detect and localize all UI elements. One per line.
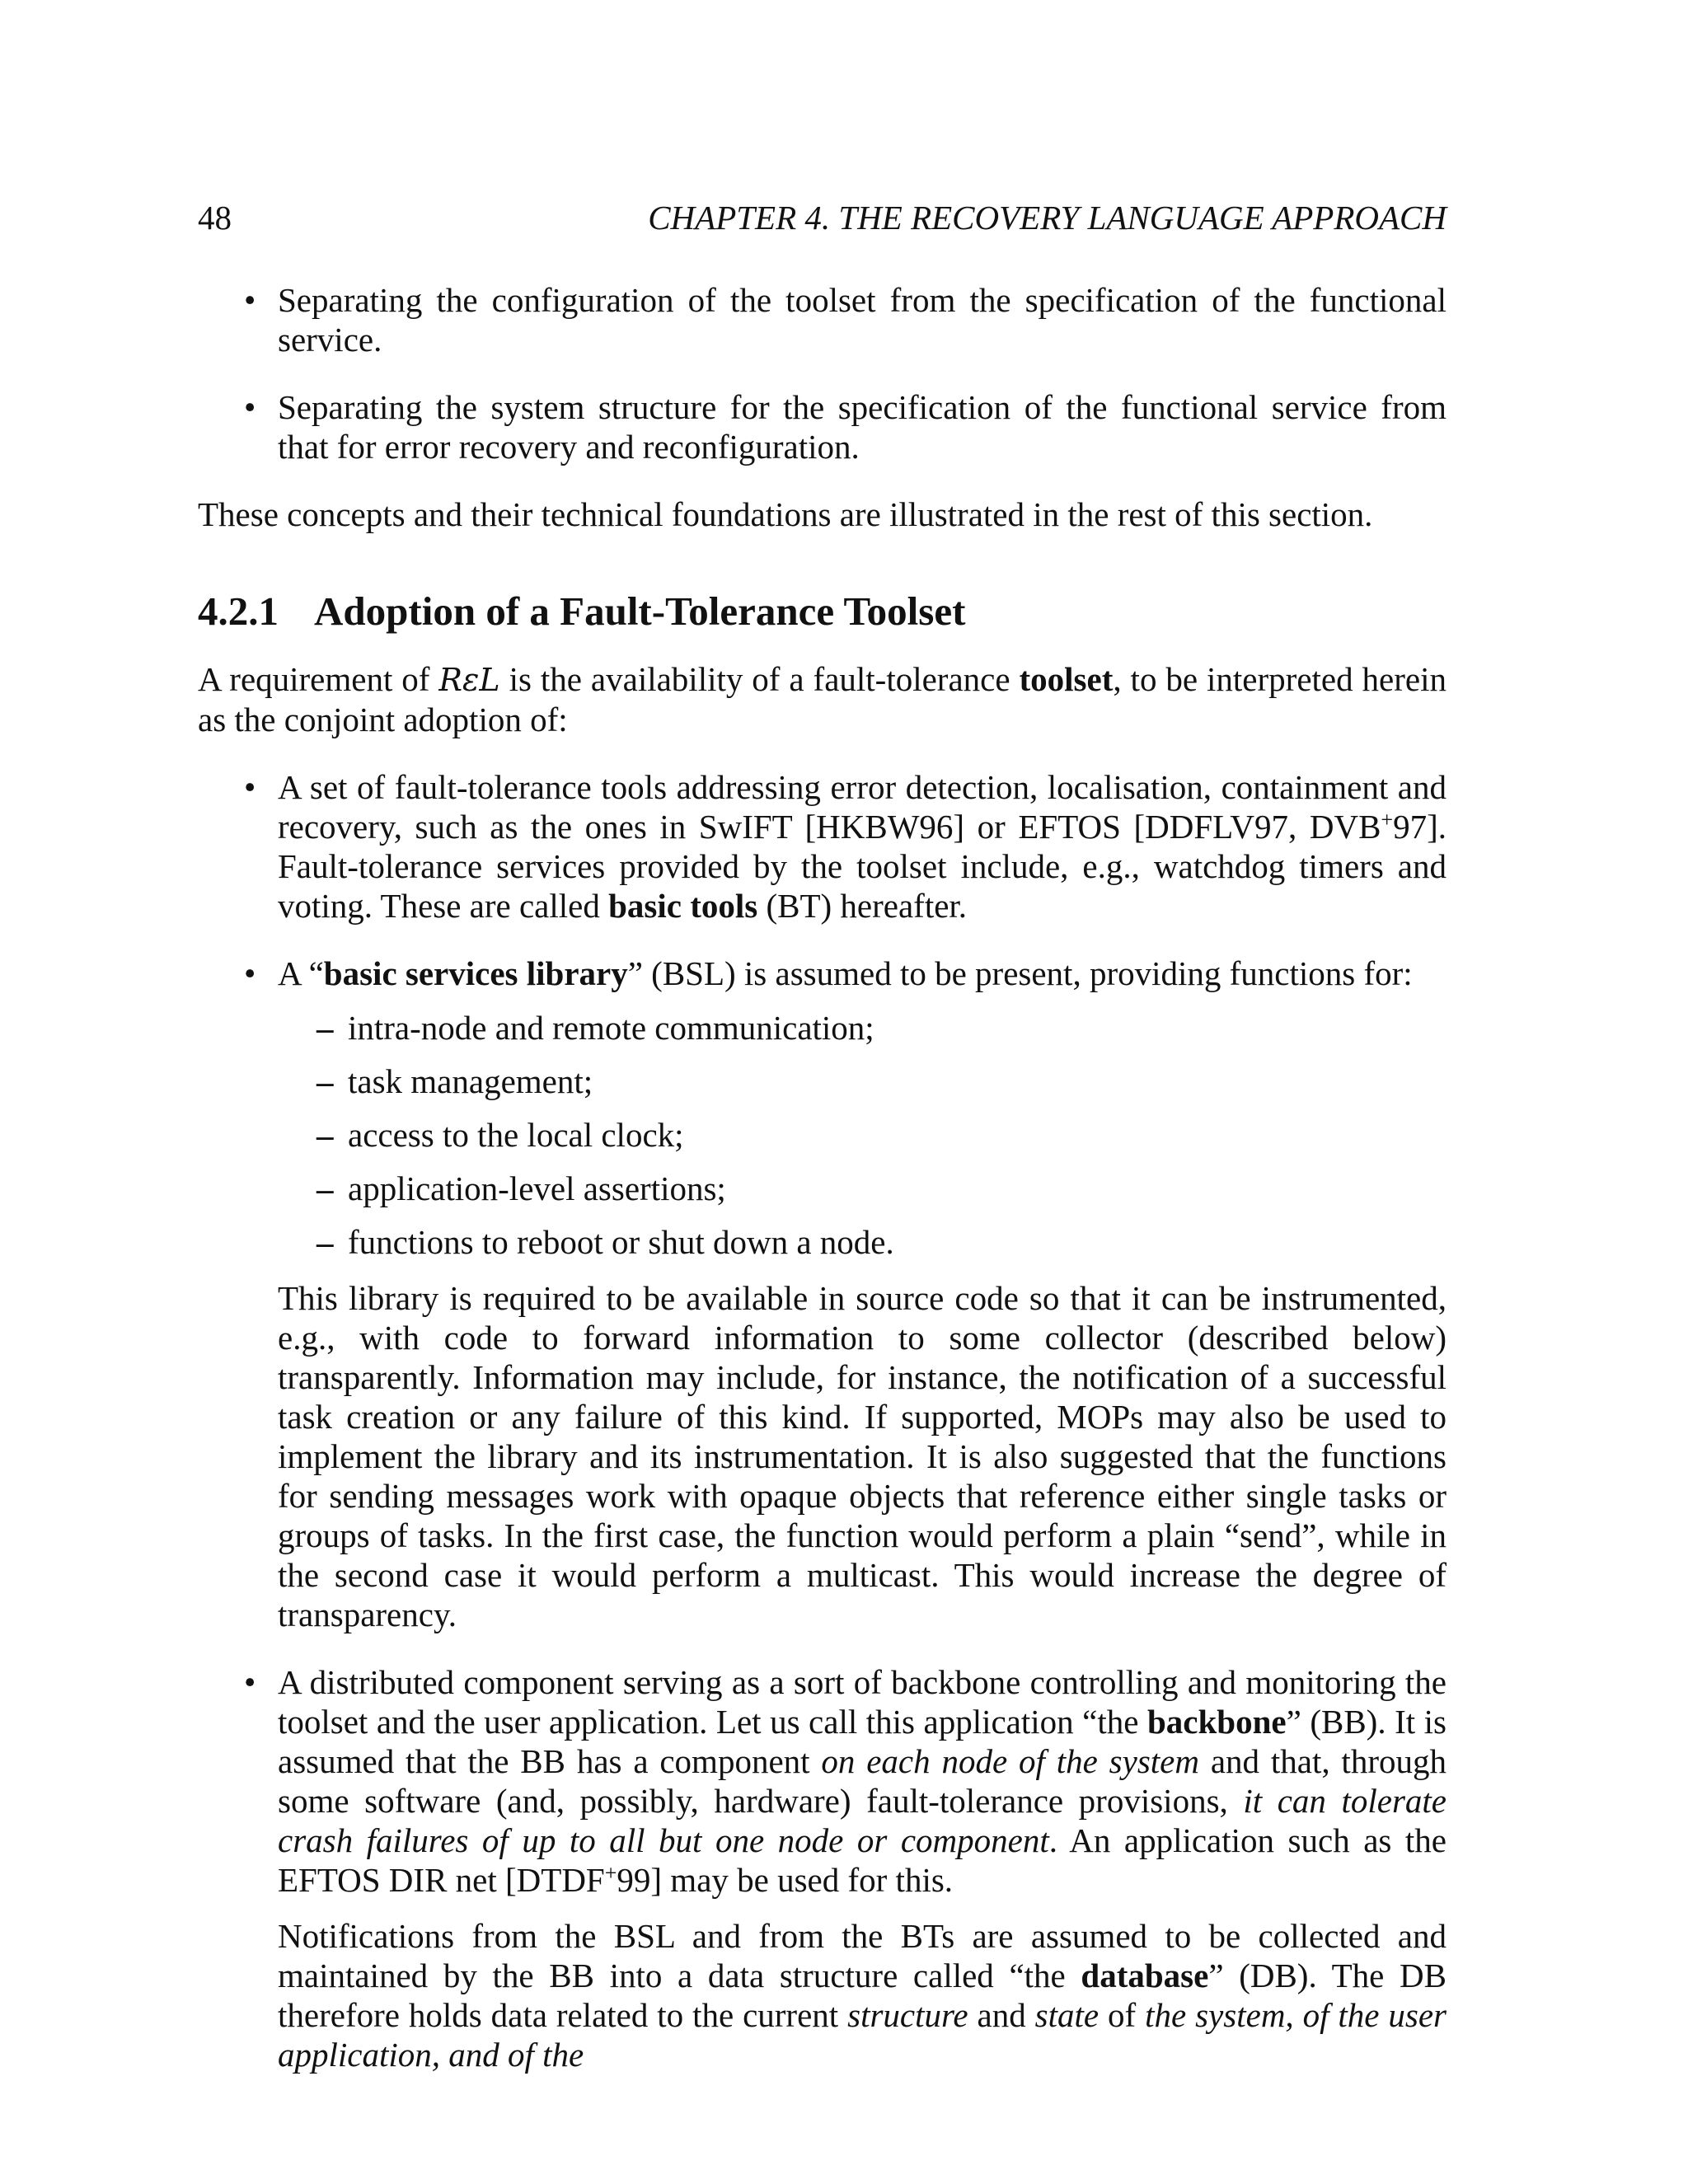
- text-run: and: [968, 1996, 1035, 2034]
- text-run: (BT) hereafter.: [757, 887, 968, 925]
- basic-tools-term: basic tools: [608, 887, 758, 925]
- italic-text: state: [1034, 1996, 1100, 2034]
- toolset-term: toolset: [1019, 660, 1114, 698]
- text-run: and that, through some software (and, possibly, hardware) fault-tolerance provisions,: [278, 1742, 1447, 1820]
- section-heading: [198, 587, 1447, 636]
- text-run: ” (BB). It is assumed that the BB has a component: [278, 1703, 1447, 1780]
- list-item: [198, 280, 1447, 359]
- text-run: . An application such as the EFTOS DIR net [DTDF: [278, 1821, 1447, 1899]
- dash-icon: –: [316, 1169, 334, 1207]
- rl-symbol: RεL: [438, 662, 500, 698]
- text-run: ” (DB). The DB therefore holds data related to the current: [278, 1957, 1447, 2034]
- dash-icon: –: [316, 1062, 334, 1100]
- page-number: 48: [198, 199, 232, 237]
- superscript: +: [604, 1861, 617, 1885]
- dash-item-text: intra-node and remote communication;: [348, 1009, 874, 1047]
- dash-item-text: access to the local clock;: [348, 1116, 684, 1154]
- backbone-term: backbone: [1147, 1703, 1287, 1741]
- bsl-function-list: [278, 1008, 1447, 1262]
- list-item-basic-tools: [198, 767, 1447, 926]
- text-run: 99] may be used for this.: [617, 1861, 954, 1899]
- chapter-title: CHAPTER 4. THE RECOVERY LANGUAGE APPROACH: [648, 199, 1447, 237]
- superscript: +: [1381, 808, 1394, 832]
- dash-item: [278, 1008, 1447, 1047]
- text-run: is the availability of a fault-tolerance: [499, 660, 1020, 698]
- bsl-term: basic services library: [323, 954, 628, 992]
- main-content: [198, 280, 1447, 2102]
- bullet-icon: •: [244, 388, 256, 426]
- dash-item: [278, 1115, 1447, 1155]
- bullet-icon: •: [244, 954, 256, 992]
- text-run: A requirement of: [198, 660, 439, 698]
- list-item: [198, 387, 1447, 466]
- text-run: A set of fault-tolerance tools addressing error detection, localisation, containment and recovery, such as the ones in SwIFT [HKBW96] or EFTOS [DDFLV97, DVB: [278, 768, 1447, 846]
- section-title: Adoption of a Fault-Tolerance Toolset: [314, 588, 966, 634]
- list-item-text: Separating the configuration of the toolset from the specification of the functional service.: [278, 281, 1447, 359]
- italic-text: structure: [847, 1996, 968, 2034]
- text-run: Notifications from the BSL and from the BTs are assumed to be collected and maintained by the BB into a data structure called “the: [278, 1917, 1447, 1994]
- intro-bullet-list: [198, 280, 1447, 466]
- text-run: ” (BSL) is assumed to be present, providing functions for:: [627, 954, 1413, 992]
- text-run: A distributed component serving as a sort of backbone controlling and monitoring the toolset and the user application. Let us call this application “the: [278, 1663, 1447, 1741]
- dash-item: [278, 1062, 1447, 1101]
- text-run: 97]. Fault-tolerance services provided by the toolset include, e.g., watchdog timers and voting. These are called: [278, 808, 1447, 925]
- text-run: A “: [278, 954, 324, 992]
- bsl-paragraph: This library is required to be available in source code so that it can be instrumented, e.g., with code to forward information to some collector (described below) transparently. Information may include, for instance, the notification of a successful task creation or any failure of this kind. If supported, MOPs may also be used to implement the library and its instrumentation. It is also suggested that the functions for sending messages work with opaque objects that reference either single tasks or groups of tasks. In the first case, the function would perform a plain “send”, while in the second case it would perform a multicast. This would increase the degree of transparency.: [278, 1279, 1447, 1633]
- database-paragraph: [278, 1916, 1447, 2074]
- bullet-icon: •: [244, 281, 256, 319]
- dash-item: [278, 1169, 1447, 1208]
- list-item-backbone: [198, 1662, 1447, 2074]
- section-intro-paragraph: [198, 659, 1447, 739]
- dash-item: [278, 1222, 1447, 1262]
- dash-icon: –: [316, 1009, 334, 1047]
- text-run: , to be interpreted herein as the conjoint adoption of:: [198, 660, 1447, 738]
- dash-icon: –: [316, 1223, 334, 1261]
- requirements-bullet-list: [198, 767, 1447, 2074]
- database-term: database: [1081, 1957, 1209, 1994]
- list-item-bsl: [198, 954, 1447, 1634]
- dash-item-text: application-level assertions;: [348, 1169, 726, 1207]
- italic-text: it can tolerate crash failures of up to all but one node or component: [278, 1782, 1447, 1859]
- bullet-icon: •: [244, 768, 256, 806]
- intro-paragraph: These concepts and their technical foundations are illustrated in the rest of this section.: [198, 495, 1373, 533]
- dash-item-text: functions to reboot or shut down a node.: [348, 1223, 894, 1261]
- running-header: [198, 198, 1447, 244]
- bullet-icon: •: [244, 1663, 256, 1701]
- text-run: of: [1099, 1996, 1146, 2034]
- italic-text: on each node of the system: [821, 1742, 1199, 1780]
- dash-item-text: task management;: [348, 1062, 593, 1100]
- italic-text: the system, of the user application, and of the: [278, 1996, 1447, 2074]
- section-number: 4.2.1: [198, 588, 279, 634]
- dash-icon: –: [316, 1116, 334, 1154]
- list-item-text: Separating the system structure for the specification of the functional service from that for error recovery and reconfiguration.: [278, 388, 1447, 466]
